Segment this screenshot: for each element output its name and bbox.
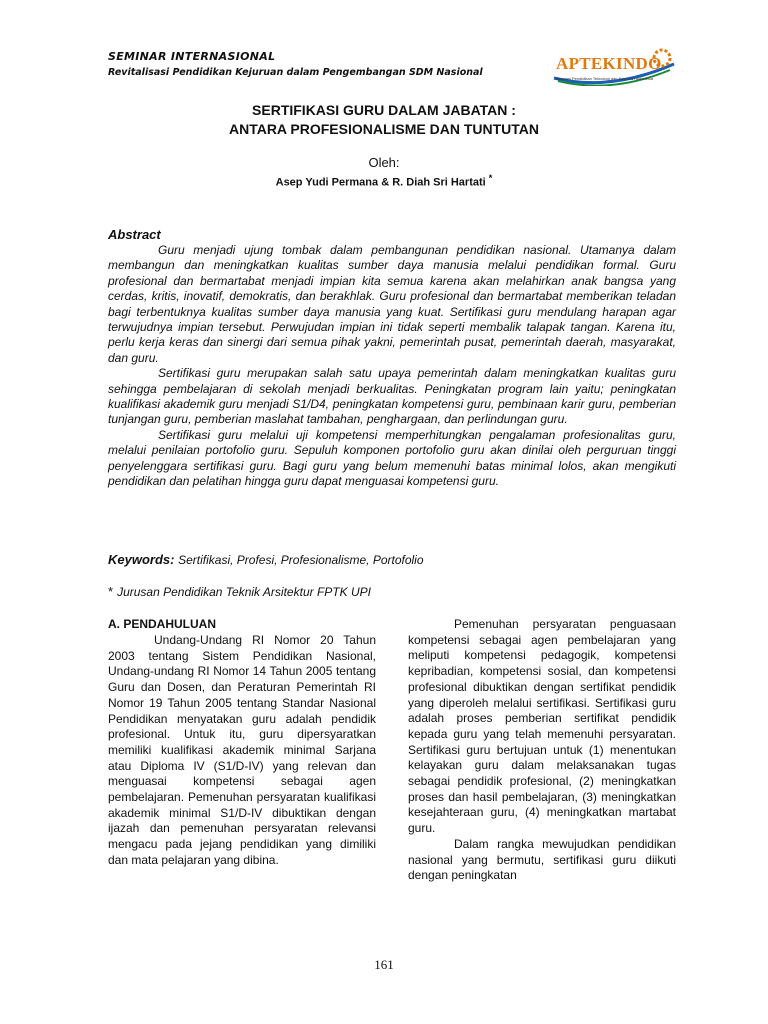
abstract-heading: Abstract bbox=[108, 227, 161, 242]
keywords bbox=[108, 552, 424, 567]
authors bbox=[100, 173, 668, 189]
by-label: Oleh: bbox=[368, 155, 400, 170]
keywords-list: Sertifikasi, Profesi, Profesionalisme, Portofolio bbox=[178, 553, 424, 567]
keywords-label: Keywords: bbox=[108, 552, 175, 567]
logo-text: APTEKINDO bbox=[556, 54, 662, 73]
aptekindo-logo bbox=[550, 48, 680, 86]
author-names: Asep Yudi Permana & R. Diah Sri Hartati bbox=[275, 176, 486, 189]
body-paragraph: Undang-Undang RI Nomor 20 Tahun 2003 tentang Sistem Pendidikan Nasional, Undang-undang RI Nomor 14 Tahun 2005 tentang Guru dan Dosen, dan Peraturan Pemerintah RI Nomor 19 Tahun 2005 tentang Standar Nasional Pendidikan menyatakan guru adalah pendidik profesional. Untuk itu, guru dipersyaratkan memiliki kualifikasi akademik minimal Sarjana atau Diploma IV (S1/D-IV) yang relevan dan menguasai kompetensi sebagai agen pembelajaran. Pemenuhan persyaratan kualifikasi akademik minimal S1/D-IV dibuktikan dengan ijazah dan pemenuhan persyaratan relevansi mengacu pada jejang pendidikan yang dimiliki dan mata pelajaran yang dibina. bbox=[108, 633, 376, 867]
seminar-title: SEMINAR INTERNASIONAL bbox=[108, 50, 276, 63]
page-number: 161 bbox=[374, 957, 394, 972]
affiliation-mark: * bbox=[108, 584, 114, 599]
paper-title-line-1: SERTIFIKASI GURU DALAM JABATAN : bbox=[252, 102, 516, 118]
body-paragraph: Dalam rangka mewujudkan pendidikan nasional yang bermutu, sertifikasi guru diikuti dengan peningkatan bbox=[408, 836, 676, 883]
left-column bbox=[108, 633, 376, 869]
abstract-paragraph: Sertifikasi guru merupakan salah satu upaya pemerintah dalam meningkatkan kualitas guru sehingga pembelajaran di sekolah menjadi berkualitas. Peningkatan program lain yaitu; peningkatan kualifikasi akademik guru menjadi S1/D4, peningkatan kompetensi guru, pembinaan karir guru, pemberian tunjangan guru, pemberian maslahat tambahan, penghargaan, dan perlindungan guru. bbox=[108, 366, 676, 427]
abstract-paragraph: Guru menjadi ujung tombak dalam pembangunan pendidikan nasional. Utamanya dalam membangun dan meningkatkan kualitas sumber daya manusia melalui pendidikan formal. Guru profesional dan bermartabat menjadi impian kita semua karena akan melahirkan anak bangsa yang cerdas, kritis, inovatif, demokratis, dan berakhlak. Guru profesional dan bermartabat memberikan teladan bagi terbentuknya kualitas sumber daya manusia yang kuat. Sertifikasi guru mendulang harapan agar terwujudnya impian tersebut. Perwujudan impian ini tidak seperti membalik talapak tangan. Karena itu, perlu kerja keras dan sinergi dari semua pihak yakni, pemerintah pusat, pemerintah daerah, masyarakat, dan guru. bbox=[108, 243, 676, 365]
paper-title-line-2: ANTARA PROFESIONALISME DAN TUNTUTAN bbox=[228, 121, 540, 137]
seminar-header bbox=[108, 50, 538, 78]
seminar-subtitle: Revitalisasi Pendidikan Kejuruan dalam Pengembangan SDM Nasional bbox=[108, 67, 483, 78]
body-paragraph: Pemenuhan persyaratan penguasaan kompetensi sebagai agen pembelajaran yang meliputi kompetensi pedagogik, kompetensi kepribadian, kompetensi sosial, dan kompetensi profesional dibuktikan dengan sertifikat pendidik yang diperoleh melalui sertifikasi. Sertifikasi guru adalah proses pemberian sertifikat pendidik kepada guru yang telah memenuhi persyaratan. Sertifikasi guru bertujuan untuk (1) menentukan kelayakan guru dalam melaksanakan tugas sebagai pendidik profesional, (2) meningkatkan proses dan hasil pembelajaran, (3) meningkatkan kesejahteraan guru, (4) meningkatkan martabat guru. bbox=[408, 617, 676, 836]
section-heading: A. PENDAHULUAN bbox=[108, 617, 216, 631]
right-column bbox=[408, 617, 676, 884]
author-footnote-mark: * bbox=[488, 173, 493, 183]
abstract-body bbox=[108, 243, 676, 490]
affiliation bbox=[108, 584, 371, 599]
logo-tagline: Asosiasi Pendidikan Teknologi dan Kejuruan Indonesia bbox=[556, 76, 654, 81]
affiliation-text: Jurusan Pendidikan Teknik Arsitektur FPTK UPI bbox=[117, 585, 371, 599]
abstract-paragraph: Sertifikasi guru melalui uji kompetensi memperhitungkan pengalaman profesionalitas guru, melalui penilaian portofolio guru. Sepuluh komponen portofolio guru akan dinilai oleh perguruan tinggi penyelenggara sertifikasi guru. Bagi guru yang belum memenuhi batas minimal lolos, akan mengikuti pendidikan dan pelatihan hingga guru dapat menguasai kompetensi guru. bbox=[108, 427, 676, 489]
